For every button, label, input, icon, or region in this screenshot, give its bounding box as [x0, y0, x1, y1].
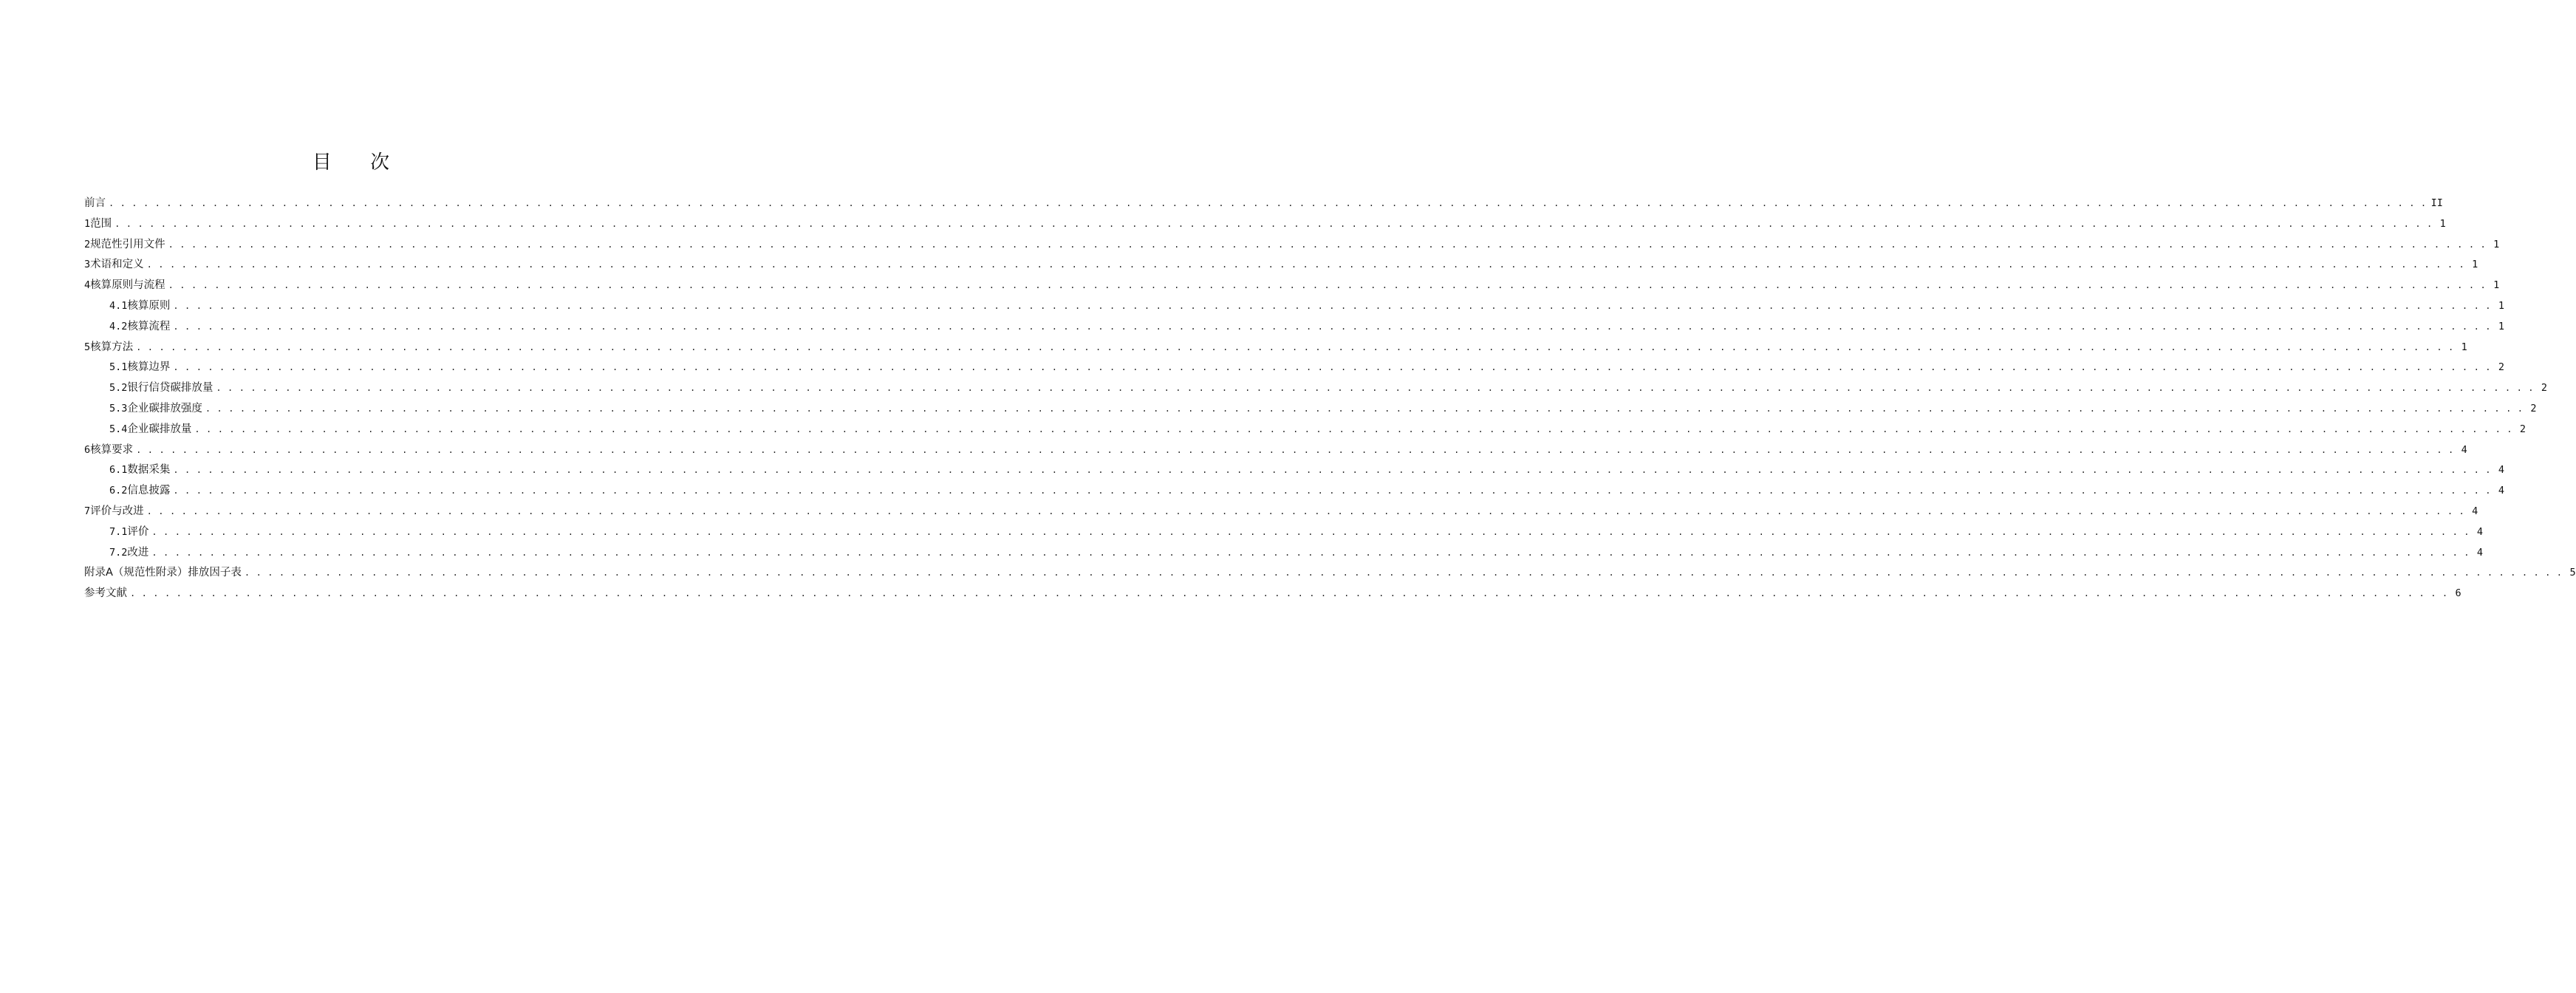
- toc-entry-6[interactable]: [84, 440, 2467, 461]
- toc-entry-number: 7: [84, 505, 91, 517]
- toc-entry-number: 5.3: [109, 402, 128, 414]
- toc-entry-page: 2: [2498, 361, 2505, 374]
- toc-dot-leader: . . . . . . . . . . . . . . . . . . . . . . . . . . . . . . . . . . . . . . . . . . . . . . . . . . . . . . . . . . . . . . . . . . . . . . . . . . . . . . . . . . . . . . . . . . . . . . . . . . . . . . . . . . . . . . . . . . . . . . . . . . . . . . . . . . . . . . . . . . . . . . . . . . . . . . . . . . . . . . . . . . . . . . . . . . . . . . . . . . . . . . . . . . . . . . . . . . . . . . . . .: [115, 218, 2433, 229]
- toc-entry-number: 6.2: [109, 485, 128, 497]
- toc-entry-number: 7.2: [109, 546, 128, 559]
- toc-dot-leader: . . . . . . . . . . . . . . . . . . . . . . . . . . . . . . . . . . . . . . . . . . . . . . . . . . . . . . . . . . . . . . . . . . . . . . . . . . . . . . . . . . . . . . . . . . . . . . . . . . . . . . . . . . . . . . . . . . . . . . . . . . . . . . . . . . . . . . . . . . . . . . . . . . . . . . . . . . . . . . . . . . . . . . . . . . . . . . . . . . . . . . . . . . . . . . . . . . . . . . . . .: [151, 526, 2470, 537]
- toc-entry-page: 4: [2476, 525, 2484, 538]
- toc-entry-number: 3: [84, 259, 91, 271]
- toc-entry-3[interactable]: [84, 255, 2478, 276]
- toc-entry-number: 4.1: [109, 299, 128, 312]
- toc-entry-title: 范围: [90, 217, 112, 230]
- toc-entry-5-3[interactable]: [84, 399, 2537, 420]
- toc-entry-title: 信息披露: [127, 485, 171, 497]
- toc-entry-1[interactable]: [84, 214, 2446, 235]
- toc-dot-leader: . . . . . . . . . . . . . . . . . . . . . . . . . . . . . . . . . . . . . . . . . . . . . . . . . . . . . . . . . . . . . . . . . . . . . . . . . . . . . . . . . . . . . . . . . . . . . . . . . . . . . . . . . . . . . . . . . . . . . . . . . . . . . . . . . . . . . . . . . . . . . . . . . . . . . . . . . . . . . . . . . . . . . . . . . . . . . . . . . . . . . . . . . . . . . . . . . . . . . . . . .: [173, 300, 2492, 311]
- toc-entry-number: 5: [84, 341, 91, 353]
- toc-dot-leader: . . . . . . . . . . . . . . . . . . . . . . . . . . . . . . . . . . . . . . . . . . . . . . . . . . . . . . . . . . . . . . . . . . . . . . . . . . . . . . . . . . . . . . . . . . . . . . . . . . . . . . . . . . . . . . . . . . . . . . . . . . . . . . . . . . . . . . . . . . . . . . . . . . . . . . . . . . . . . . . . . . . . . . . . . . . . . . . . . . . . . . . . . . . . . . . . . . . . . . . . .: [168, 239, 2487, 250]
- toc-entry-page: 1: [2439, 217, 2446, 230]
- toc-entry-number: 1: [84, 217, 91, 230]
- toc-entry-page: II: [2430, 197, 2443, 209]
- toc-entry-page: 4: [2461, 443, 2467, 456]
- toc-entry-title: 核算边界: [127, 361, 171, 374]
- toc-entry-page: 4: [2472, 505, 2478, 517]
- toc-dot-leader: . . . . . . . . . . . . . . . . . . . . . . . . . . . . . . . . . . . . . . . . . . . . . . . . . . . . . . . . . . . . . . . . . . . . . . . . . . . . . . . . . . . . . . . . . . . . . . . . . . . . . . . . . . . . . . . . . . . . . . . . . . . . . . . . . . . . . . . . . . . . . . . . . . . . . . . . . . . . . . . . . . . . . . . . . . . . . . . . . . . . . . . . . . . . . . . . . . . . . . . . .: [244, 567, 2563, 579]
- toc-dot-leader: . . . . . . . . . . . . . . . . . . . . . . . . . . . . . . . . . . . . . . . . . . . . . . . . . . . . . . . . . . . . . . . . . . . . . . . . . . . . . . . . . . . . . . . . . . . . . . . . . . . . . . . . . . . . . . . . . . . . . . . . . . . . . . . . . . . . . . . . . . . . . . . . . . . . . . . . . . . . . . . . . . . . . . . . . . . . . . . . . . . . . . . . . . . . . . . . . . . . . . . . .: [173, 362, 2492, 373]
- toc-entry-page: 6: [2455, 587, 2461, 600]
- toc-entry-title: 核算原则: [127, 299, 171, 312]
- toc-entry-number: 5.4: [109, 423, 128, 435]
- table-of-contents: [84, 194, 2576, 604]
- toc-entry-5-1[interactable]: [84, 358, 2505, 378]
- toc-entry-5-2[interactable]: [84, 378, 2548, 399]
- toc-entry-page: 1: [2498, 299, 2505, 312]
- toc-entry-number: 7.1: [109, 525, 128, 538]
- toc-entry-page: 2: [2530, 402, 2537, 414]
- toc-entry-4-1[interactable]: [84, 296, 2505, 317]
- toc-entry-5-4[interactable]: [84, 420, 2527, 440]
- toc-entry-page: 4: [2498, 485, 2505, 497]
- toc-dot-leader: . . . . . . . . . . . . . . . . . . . . . . . . . . . . . . . . . . . . . . . . . . . . . . . . . . . . . . . . . . . . . . . . . . . . . . . . . . . . . . . . . . . . . . . . . . . . . . . . . . . . . . . . . . . . . . . . . . . . . . . . . . . . . . . . . . . . . . . . . . . . . . . . . . . . . . . . . . . . . . . . . . . . . . . . . . . . . . . . . . . . . . . . . . . . . . . . . . . . . . . . .: [146, 505, 2465, 516]
- toc-entry-title: 前言: [84, 197, 106, 209]
- toc-dot-leader: . . . . . . . . . . . . . . . . . . . . . . . . . . . . . . . . . . . . . . . . . . . . . . . . . . . . . . . . . . . . . . . . . . . . . . . . . . . . . . . . . . . . . . . . . . . . . . . . . . . . . . . . . . . . . . . . . . . . . . . . . . . . . . . . . . . . . . . . . . . . . . . . . . . . . . . . . . . . . . . . . . . . . . . . . . . . . . . . . . . . . . . . . . . . . . . . . . . . . . . . .: [173, 465, 2492, 476]
- toc-entry-title: 企业碳排放强度: [127, 402, 202, 414]
- toc-entry-number: 6: [84, 443, 91, 456]
- toc-entry-foreword[interactable]: [84, 194, 2443, 214]
- toc-entry-title: 核算要求: [90, 443, 134, 456]
- toc-dot-leader: . . . . . . . . . . . . . . . . . . . . . . . . . . . . . . . . . . . . . . . . . . . . . . . . . . . . . . . . . . . . . . . . . . . . . . . . . . . . . . . . . . . . . . . . . . . . . . . . . . . . . . . . . . . . . . . . . . . . . . . . . . . . . . . . . . . . . . . . . . . . . . . . . . . . . . . . . . . . . . . . . . . . . . . . . . . . . . . . . . . . . . . . . . . . . . . . . . . . . . . . .: [168, 280, 2487, 291]
- toc-entry-title: 企业碳排放量: [127, 423, 192, 435]
- toc-entry-page: 1: [2493, 238, 2500, 250]
- toc-entry-number: 4: [84, 279, 91, 292]
- toc-dot-leader: . . . . . . . . . . . . . . . . . . . . . . . . . . . . . . . . . . . . . . . . . . . . . . . . . . . . . . . . . . . . . . . . . . . . . . . . . . . . . . . . . . . . . . . . . . . . . . . . . . . . . . . . . . . . . . . . . . . . . . . . . . . . . . . . . . . . . . . . . . . . . . . . . . . . . . . . . . . . . . . . . . . . . . . . . . . . . . . . . . . . . . . . . . . . . . . . . . . . . . . . .: [130, 588, 2448, 599]
- toc-entry-number: 5.2: [109, 382, 128, 395]
- toc-dot-leader: . . . . . . . . . . . . . . . . . . . . . . . . . . . . . . . . . . . . . . . . . . . . . . . . . . . . . . . . . . . . . . . . . . . . . . . . . . . . . . . . . . . . . . . . . . . . . . . . . . . . . . . . . . . . . . . . . . . . . . . . . . . . . . . . . . . . . . . . . . . . . . . . . . . . . . . . . . . . . . . . . . . . . . . . . . . . . . . . . . . . . . . . . . . . . . . . . . . . . . . . .: [173, 321, 2492, 332]
- toc-dot-leader: . . . . . . . . . . . . . . . . . . . . . . . . . . . . . . . . . . . . . . . . . . . . . . . . . . . . . . . . . . . . . . . . . . . . . . . . . . . . . . . . . . . . . . . . . . . . . . . . . . . . . . . . . . . . . . . . . . . . . . . . . . . . . . . . . . . . . . . . . . . . . . . . . . . . . . . . . . . . . . . . . . . . . . . . . . . . . . . . . . . . . . . . . . . . . . . . . . . . . . . . .: [109, 198, 2427, 208]
- toc-entry-page: 1: [2461, 341, 2467, 353]
- toc-entry-6-1[interactable]: [84, 460, 2505, 481]
- toc-entry-page: 2: [2519, 423, 2527, 435]
- toc-dot-leader: . . . . . . . . . . . . . . . . . . . . . . . . . . . . . . . . . . . . . . . . . . . . . . . . . . . . . . . . . . . . . . . . . . . . . . . . . . . . . . . . . . . . . . . . . . . . . . . . . . . . . . . . . . . . . . . . . . . . . . . . . . . . . . . . . . . . . . . . . . . . . . . . . . . . . . . . . . . . . . . . . . . . . . . . . . . . . . . . . . . . . . . . . . . . . . . . . . . . . . . . .: [173, 485, 2492, 496]
- toc-entry-references[interactable]: [84, 584, 2461, 604]
- toc-entry-appendix-a[interactable]: [84, 563, 2576, 584]
- toc-entry-6-2[interactable]: [84, 481, 2505, 502]
- toc-entry-page: 1: [2493, 279, 2500, 292]
- toc-entry-2[interactable]: [84, 235, 2500, 256]
- toc-entry-title: 核算原则与流程: [90, 279, 165, 292]
- toc-dot-leader: . . . . . . . . . . . . . . . . . . . . . . . . . . . . . . . . . . . . . . . . . . . . . . . . . . . . . . . . . . . . . . . . . . . . . . . . . . . . . . . . . . . . . . . . . . . . . . . . . . . . . . . . . . . . . . . . . . . . . . . . . . . . . . . . . . . . . . . . . . . . . . . . . . . . . . . . . . . . . . . . . . . . . . . . . . . . . . . . . . . . . . . . . . . . . . . . . . . . . . . . .: [194, 423, 2513, 434]
- toc-entry-title: 评价与改进: [90, 505, 144, 517]
- toc-entry-7[interactable]: [84, 502, 2478, 522]
- toc-entry-page: 1: [2472, 259, 2478, 271]
- toc-entry-number: 6.1: [109, 464, 128, 477]
- toc-entry-title: 规范性引用文件: [90, 238, 165, 250]
- toc-entry-page: 1: [2498, 320, 2505, 332]
- toc-entry-title: 核算方法: [90, 341, 134, 353]
- toc-dot-leader: . . . . . . . . . . . . . . . . . . . . . . . . . . . . . . . . . . . . . . . . . . . . . . . . . . . . . . . . . . . . . . . . . . . . . . . . . . . . . . . . . . . . . . . . . . . . . . . . . . . . . . . . . . . . . . . . . . . . . . . . . . . . . . . . . . . . . . . . . . . . . . . . . . . . . . . . . . . . . . . . . . . . . . . . . . . . . . . . . . . . . . . . . . . . . . . . . . . . . . . . .: [146, 259, 2465, 270]
- toc-entry-number: 2: [84, 238, 91, 250]
- toc-entry-4[interactable]: [84, 276, 2500, 296]
- toc-entry-page: 5: [2569, 567, 2576, 579]
- toc-entry-title: 改进: [127, 546, 149, 559]
- toc-entry-4-2[interactable]: [84, 317, 2505, 338]
- toc-entry-title: 评价: [127, 525, 149, 538]
- toc-dot-leader: . . . . . . . . . . . . . . . . . . . . . . . . . . . . . . . . . . . . . . . . . . . . . . . . . . . . . . . . . . . . . . . . . . . . . . . . . . . . . . . . . . . . . . . . . . . . . . . . . . . . . . . . . . . . . . . . . . . . . . . . . . . . . . . . . . . . . . . . . . . . . . . . . . . . . . . . . . . . . . . . . . . . . . . . . . . . . . . . . . . . . . . . . . . . . . . . . . . . . . . . .: [136, 341, 2454, 352]
- toc-entry-page: 2: [2541, 382, 2548, 395]
- toc-dot-leader: . . . . . . . . . . . . . . . . . . . . . . . . . . . . . . . . . . . . . . . . . . . . . . . . . . . . . . . . . . . . . . . . . . . . . . . . . . . . . . . . . . . . . . . . . . . . . . . . . . . . . . . . . . . . . . . . . . . . . . . . . . . . . . . . . . . . . . . . . . . . . . . . . . . . . . . . . . . . . . . . . . . . . . . . . . . . . . . . . . . . . . . . . . . . . . . . . . . . . . . . .: [136, 444, 2454, 455]
- toc-entry-number: 4.2: [109, 320, 128, 332]
- toc-entry-7-2[interactable]: [84, 543, 2484, 564]
- toc-entry-page: 4: [2498, 464, 2505, 477]
- toc-entry-page: 4: [2476, 546, 2484, 559]
- toc-entry-number: 5.1: [109, 361, 128, 374]
- toc-dot-leader: . . . . . . . . . . . . . . . . . . . . . . . . . . . . . . . . . . . . . . . . . . . . . . . . . . . . . . . . . . . . . . . . . . . . . . . . . . . . . . . . . . . . . . . . . . . . . . . . . . . . . . . . . . . . . . . . . . . . . . . . . . . . . . . . . . . . . . . . . . . . . . . . . . . . . . . . . . . . . . . . . . . . . . . . . . . . . . . . . . . . . . . . . . . . . . . . . . . . . . . . .: [151, 547, 2470, 558]
- toc-entry-title: 数据采集: [127, 464, 171, 477]
- toc-dot-leader: . . . . . . . . . . . . . . . . . . . . . . . . . . . . . . . . . . . . . . . . . . . . . . . . . . . . . . . . . . . . . . . . . . . . . . . . . . . . . . . . . . . . . . . . . . . . . . . . . . . . . . . . . . . . . . . . . . . . . . . . . . . . . . . . . . . . . . . . . . . . . . . . . . . . . . . . . . . . . . . . . . . . . . . . . . . . . . . . . . . . . . . . . . . . . . . . . . . . . . . . .: [216, 383, 2535, 394]
- toc-dot-leader: . . . . . . . . . . . . . . . . . . . . . . . . . . . . . . . . . . . . . . . . . . . . . . . . . . . . . . . . . . . . . . . . . . . . . . . . . . . . . . . . . . . . . . . . . . . . . . . . . . . . . . . . . . . . . . . . . . . . . . . . . . . . . . . . . . . . . . . . . . . . . . . . . . . . . . . . . . . . . . . . . . . . . . . . . . . . . . . . . . . . . . . . . . . . . . . . . . . . . . . . .: [205, 403, 2524, 414]
- toc-entry-5[interactable]: [84, 338, 2467, 358]
- toc-entry-title: 附录A（规范性附录）排放因子表: [84, 567, 242, 579]
- toc-entry-title: 参考文献: [84, 587, 127, 600]
- toc-entry-7-1[interactable]: [84, 522, 2484, 543]
- toc-entry-title: 核算流程: [127, 320, 171, 332]
- toc-entry-title: 术语和定义: [90, 259, 144, 271]
- toc-entry-title: 银行信贷碳排放量: [127, 382, 213, 395]
- page-title: 目 次: [312, 151, 406, 174]
